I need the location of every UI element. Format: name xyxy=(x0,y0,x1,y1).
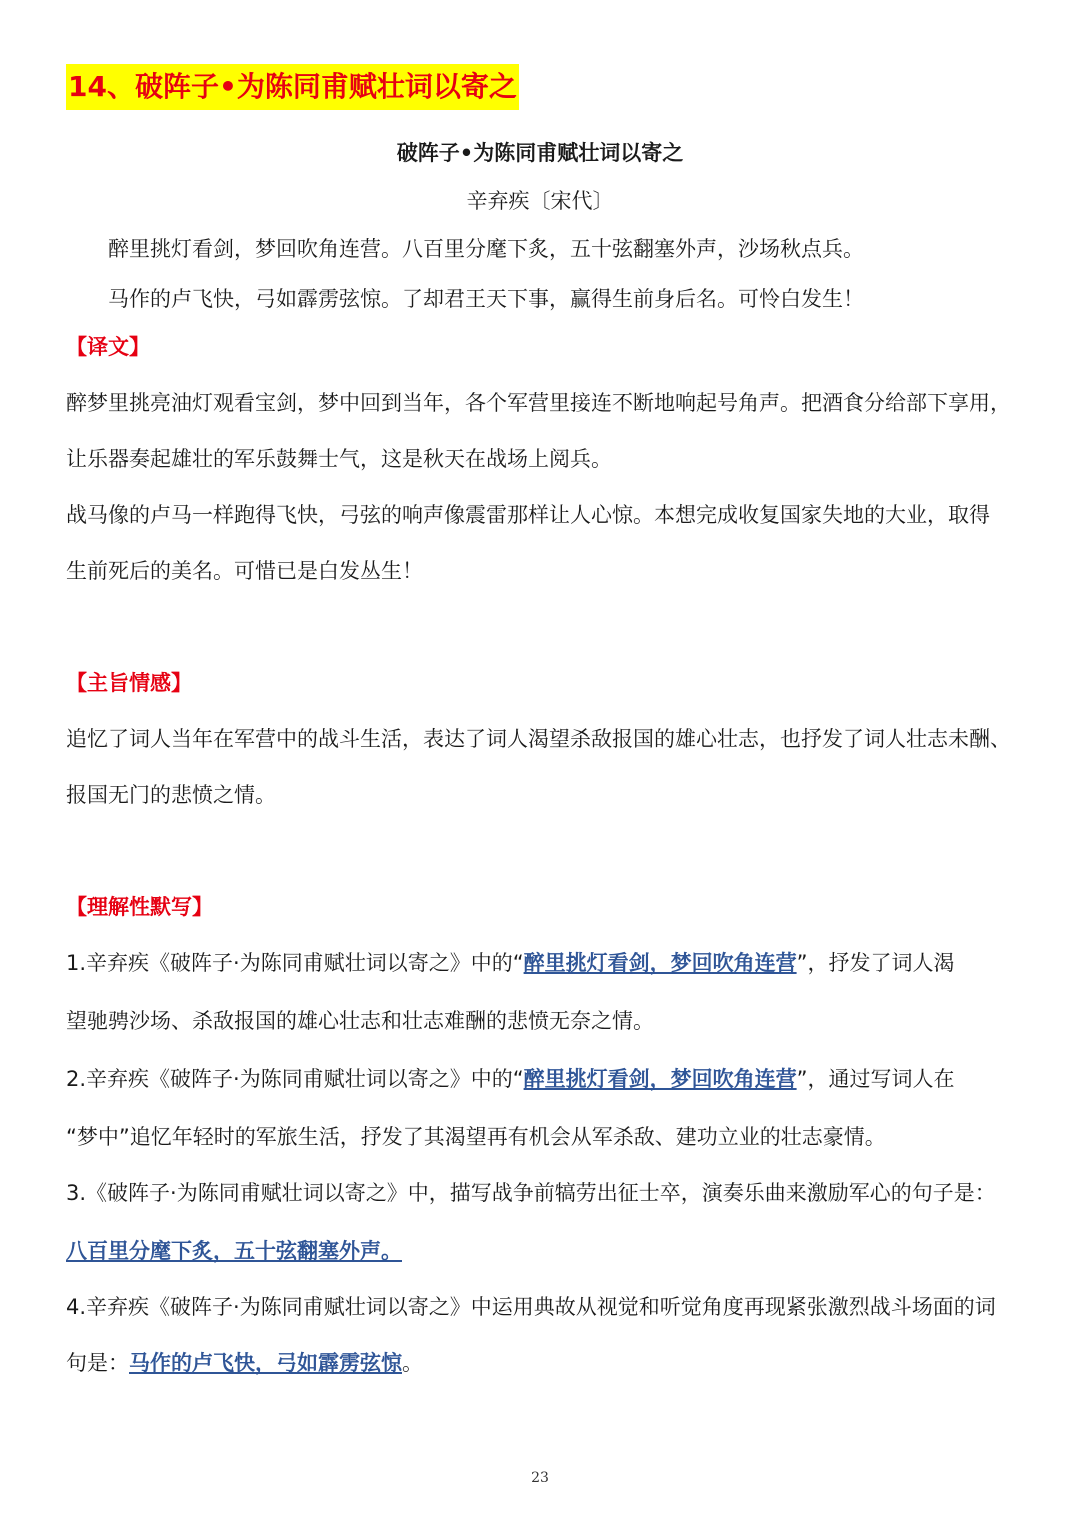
question-4-line-2 xyxy=(66,1346,1018,1380)
question-3-answer-line xyxy=(66,1234,1018,1268)
translation-line-3: 战马像的卢马一样跑得飞快，弓弦的响声像震雷那样让人心惊。本想完成收复国家失地的大业，取得 xyxy=(66,503,990,527)
translation-label: 【译文】 xyxy=(66,335,150,359)
poem-line-1: 醉里挑灯看剑，梦回吹角连营。八百里分麾下炙，五十弦翻塞外声，沙场秋点兵。 xyxy=(108,237,864,261)
question-4-suffix: 。 xyxy=(402,1351,423,1375)
translation-line-4: 生前死后的美名。可惜已是白发丛生！ xyxy=(66,559,423,583)
poem-line-2: 马作的卢飞快，弓如霹雳弦惊。了却君王天下事，赢得生前身后名。可怜白发生！ xyxy=(108,287,864,311)
section-heading: 14、破阵子•为陈同甫赋壮词以寄之 xyxy=(66,64,519,110)
question-2-line-1 xyxy=(66,1062,1018,1096)
question-3-answer: 八百里分麾下炙，五十弦翻塞外声。 xyxy=(66,1239,402,1263)
dictation-label: 【理解性默写】 xyxy=(66,895,213,919)
theme-line-2: 报国无门的悲愤之情。 xyxy=(66,783,276,807)
translation-line-2: 让乐器奏起雄壮的军乐鼓舞士气，这是秋天在战场上阅兵。 xyxy=(66,447,612,471)
question-3-line-1: 3.《破阵子·为陈同甫赋壮词以寄之》中，描写战争前犒劳出征士卒，演奏乐曲来激励军心的句子是： xyxy=(66,1181,996,1205)
poem-author: 辛弃疾〔宋代〕 xyxy=(466,189,614,213)
question-4-answer: 马作的卢飞快，弓如霹雳弦惊 xyxy=(129,1351,402,1375)
question-1-line-1 xyxy=(66,946,1018,980)
poem-title: 破阵子•为陈同甫赋壮词以寄之 xyxy=(396,141,684,165)
question-2-answer: 醉里挑灯看剑，梦回吹角连营 xyxy=(523,1067,797,1091)
question-1-prefix: 1.辛弃疾《破阵子·为陈同甫赋壮词以寄之》中的“ xyxy=(66,951,524,975)
page-number: 23 xyxy=(531,1470,549,1486)
question-1-suffix: ”，抒发了词人渴 xyxy=(796,951,955,975)
theme-line-1: 追忆了词人当年在军营中的战斗生活，表达了词人渴望杀敌报国的雄心壮志，也抒发了词人壮志未酬、 xyxy=(66,727,1011,751)
translation-line-1: 醉梦里挑亮油灯观看宝剑，梦中回到当年，各个军营里接连不断地响起号角声。把酒食分给部下享用， xyxy=(66,391,1011,415)
question-2-line-2: “梦中”追忆年轻时的军旅生活，抒发了其渴望再有机会从军杀敌、建功立业的壮志豪情。 xyxy=(66,1125,886,1149)
theme-label: 【主旨情感】 xyxy=(66,671,192,695)
question-4-prefix: 句是： xyxy=(66,1351,129,1375)
question-2-suffix: ”，通过写词人在 xyxy=(796,1067,955,1091)
question-4-line-1: 4.辛弃疾《破阵子·为陈同甫赋壮词以寄之》中运用典故从视觉和听觉角度再现紧张激烈战斗场面的词 xyxy=(66,1295,996,1319)
question-1-answer: 醉里挑灯看剑，梦回吹角连营 xyxy=(523,951,797,975)
question-1-line-2: 望驰骋沙场、杀敌报国的雄心壮志和壮志难酬的悲愤无奈之情。 xyxy=(66,1009,654,1033)
question-2-prefix: 2.辛弃疾《破阵子·为陈同甫赋壮词以寄之》中的“ xyxy=(66,1067,524,1091)
